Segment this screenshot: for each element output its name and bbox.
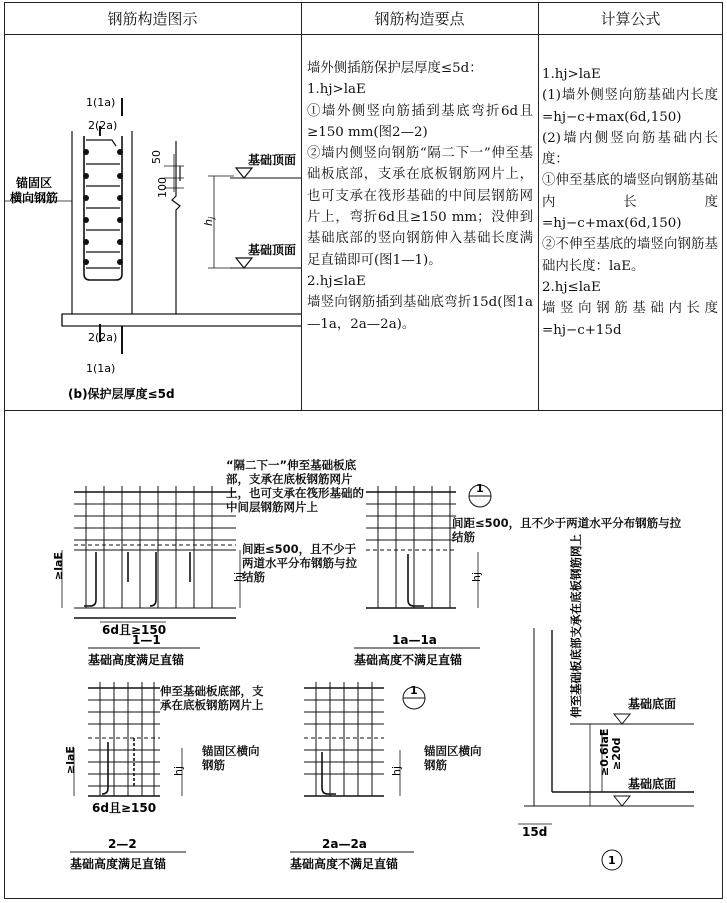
detail-20d: ≥20d [610, 737, 623, 770]
label-1a-top: 1(1a) [86, 96, 116, 109]
formula-line: (2)墙内侧竖向筋基础内长度： [542, 130, 718, 168]
circle-2-label: 1 [410, 684, 418, 697]
circle-1-label: 1 [476, 482, 484, 495]
hj-2a: hj [390, 765, 403, 776]
label-2a-top: 2(2a) [88, 119, 118, 132]
caption-1a: 基础高度不满足直锚 [354, 653, 463, 667]
detail-1 [518, 628, 694, 824]
title-1-1: 1—1 [132, 633, 161, 647]
wall-section-diagram [4, 36, 301, 408]
detail-bottom-label: 基础底面 [628, 777, 677, 791]
note-2-2: 伸至基础板底部，支承在底板钢筋网片上 [160, 684, 264, 712]
anchor-label-1: 锚固区 [16, 176, 53, 190]
laE-1-1: ≥laE [52, 552, 65, 580]
anchor-label-2: 横向钢筋 [10, 191, 59, 205]
dim-1-1: 6d且≥150 [102, 623, 167, 637]
point-line: 1.hj>laE [307, 82, 366, 98]
header-diagram: 钢筋构造图示 [107, 9, 198, 28]
detail-vertical-note: 伸至基础板底部支承在底板钢筋网上 [569, 534, 583, 718]
detail-circle-label: 1 [608, 854, 616, 867]
hj-2-2: hj [172, 765, 185, 776]
point-line: 2.hj≤laE [307, 273, 366, 289]
formula-line: ②不伸至基底的墙竖向钢筋基础内长度：laE。 [542, 237, 718, 274]
detail-06laE: ≥0.6laE [598, 728, 611, 776]
formula-line: 1.hj>laE [542, 67, 601, 82]
label-2a-bottom: 2(2a) [88, 331, 118, 344]
note-1-1: “隔二下一”伸至基础板底部，支承在底板钢筋网片上，也可支承在筏形基础的中间层钢筋网片上 [226, 458, 364, 514]
title-2-2: 2—2 [108, 837, 137, 851]
col-divider-1 [301, 2, 302, 410]
title-1a: 1a—1a [392, 633, 437, 647]
spacing-1a: 间距≤500，且不少于两道水平分布钢筋与拉结筋 [452, 516, 682, 544]
point-line: ①墙外侧竖向筋插到基底弯折6d且≥150 mm(图2—2) [307, 103, 533, 140]
header-points: 钢筋构造要点 [374, 9, 465, 28]
dim-2-2: 6d且≥150 [92, 801, 157, 815]
caption-2-2: 基础高度满足直锚 [70, 857, 167, 871]
anchor-2a: 锚固区横向钢筋 [424, 744, 482, 772]
caption-1-1: 基础高度满足直锚 [88, 653, 185, 667]
formula-line: (1)墙外侧竖向筋基础内长度=hj−c+max(6d,150) [542, 88, 718, 125]
hj-1a: hj [470, 571, 483, 582]
row-divider [4, 410, 723, 411]
formula-line: 墙竖向钢筋基础内长度=hj−c+15d [542, 301, 718, 338]
bottom-drawings [4, 412, 723, 898]
point-line: 墙外侧插筋保护层厚度≤5d： [307, 61, 483, 76]
col-divider-2 [538, 2, 539, 410]
dim-50: 50 [150, 150, 163, 164]
found-bottom-label: 基础顶面 [248, 243, 297, 257]
spacing-1-1: 间距≤500，且不少于两道水平分布钢筋与拉结筋 [242, 542, 357, 584]
dim-100: 100 [156, 177, 169, 198]
grid-1-1 [62, 486, 240, 622]
found-top-label: 基础顶面 [248, 153, 297, 167]
caption-2a: 基础高度不满足直锚 [290, 857, 399, 871]
diagram-caption: (b)保护层厚度≤5d [68, 387, 175, 401]
header-formula: 计算公式 [600, 9, 661, 28]
laE-2-2: ≥laE [64, 746, 77, 774]
grid-2a-2a [304, 682, 400, 796]
anchor-2-2: 锚固区横向钢筋 [202, 744, 260, 772]
formula-line: 2.hj≤laE [542, 279, 601, 295]
label-1a-bottom: 1(1a) [86, 362, 116, 375]
header-divider [4, 34, 723, 35]
hj-label: hj [202, 216, 216, 226]
hj-1-1: hj [232, 571, 245, 582]
detail-15d: 15d [522, 825, 548, 839]
formula-line: ①伸至基底的墙竖向钢筋基础内长度=hj−c+max(6d,150) [542, 173, 718, 232]
formula-column [542, 64, 718, 341]
point-line: 墙竖向钢筋插到基础底弯折15d(图1a—1a，2a—2a)。 [307, 295, 533, 332]
point-line: ②墙内侧竖向钢筋“隔二下一”伸至基础板底部，支承在底板钢筋网片上，也可支承在筏形基础的中间层钢筋网片上，弯折6d且≥150 mm；没伸到基础底部的竖向钢筋伸入基础长度满足直锚即可(图1—1)。 [307, 146, 533, 268]
detail-top-label: 基础底面 [628, 697, 677, 711]
title-2a: 2a—2a [322, 837, 367, 851]
points-column [307, 58, 533, 335]
